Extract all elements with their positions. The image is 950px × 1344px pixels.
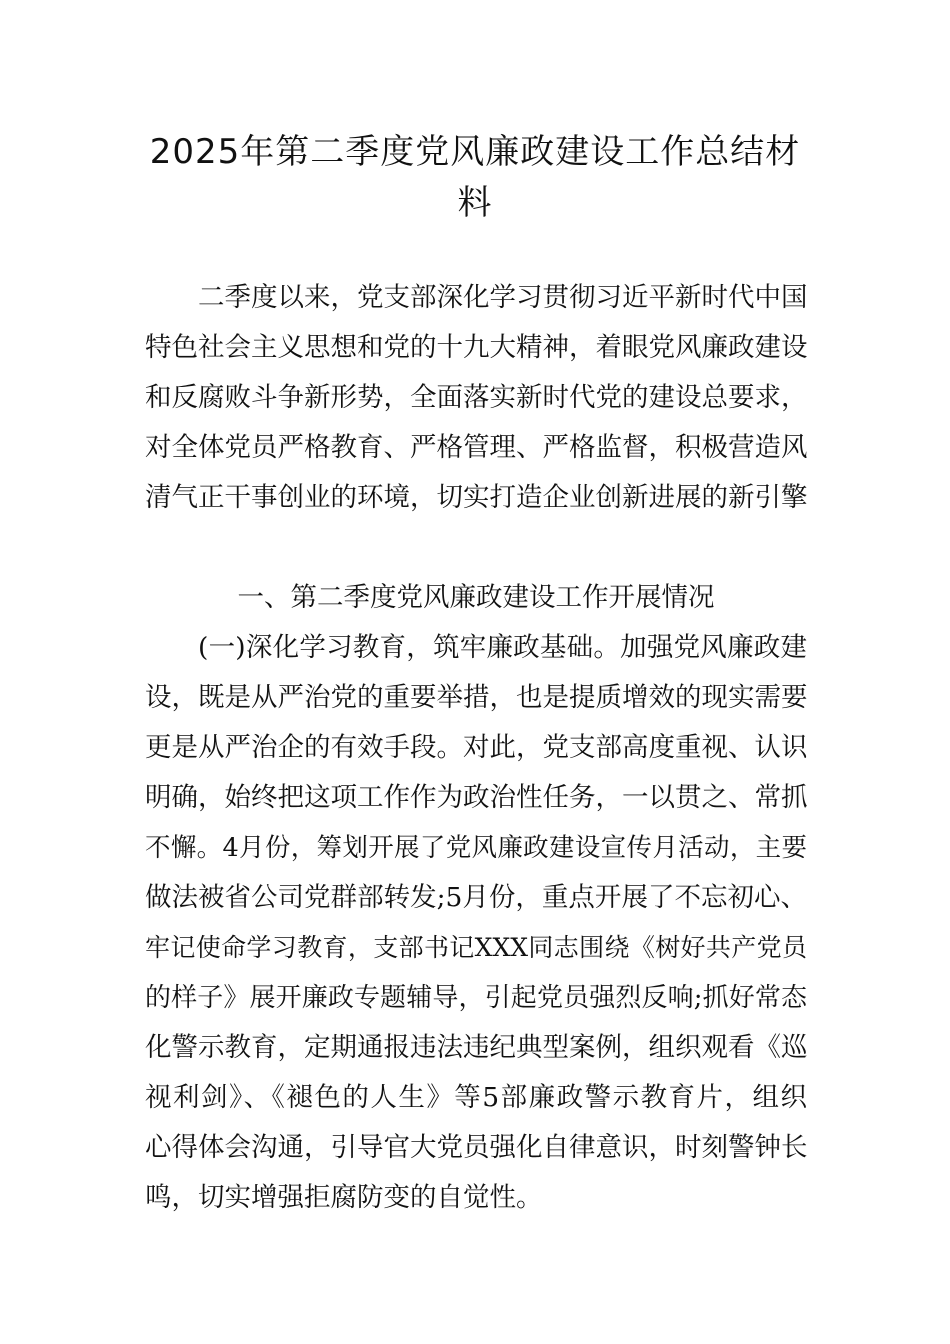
intro-paragraph-line: 和反腐败斗争新形势，全面落实新时代党的建设总要求， bbox=[145, 382, 807, 413]
section-paragraph-line: 更是从严治企的有效手段。对此，党支部高度重视、认识 bbox=[145, 732, 807, 763]
document-title-line-1: 2025年第二季度党风廉政建设工作总结材 bbox=[149, 132, 801, 172]
section-paragraph-line: 视利剑》、《褪色的人生》等5部廉政警示教育片，组织 bbox=[145, 1082, 807, 1113]
section-paragraph-line: 牢记使命学习教育，支部书记XXX同志围绕《树好共产党员 bbox=[145, 933, 807, 962]
intro-paragraph-line: 特色社会主义思想和党的十九大精神，着眼党风廉政建设 bbox=[145, 332, 807, 363]
section-paragraph-line: 心得体会沟通，引导官大党员强化自律意识，时刻警钟长 bbox=[145, 1132, 807, 1163]
section-paragraph-line: 的样子》展开廉政专题辅导，引起党员强烈反响;抓好常态 bbox=[145, 983, 807, 1013]
section-paragraph-line: 明确，始终把这项工作作为政治性任务，一以贯之、常抓 bbox=[145, 782, 807, 813]
section-paragraph-line: 不懈。4月份，筹划开展了党风廉政建设宣传月活动，主要 bbox=[145, 833, 807, 863]
section-paragraph-line: 化警示教育，定期通报违法违纪典型案例，组织观看《巡 bbox=[145, 1032, 807, 1063]
section-heading: 一、第二季度党风廉政建设工作开展情况 bbox=[237, 582, 715, 613]
section-paragraph-line: 做法被省公司党群部转发;5月份，重点开展了不忘初心、 bbox=[145, 882, 807, 913]
section-paragraph-line: (一)深化学习教育，筑牢廉政基础。加强党风廉政建 bbox=[198, 632, 807, 663]
intro-paragraph-line: 二季度以来，党支部深化学习贯彻习近平新时代中国 bbox=[198, 282, 807, 313]
intro-paragraph-line: 对全体党员严格教育、严格管理、严格监督，积极营造风 bbox=[145, 432, 807, 463]
section-paragraph-line: 设，既是从严治党的重要举措，也是提质增效的现实需要 bbox=[145, 682, 807, 713]
section-paragraph-line: 鸣，切实增强拒腐防变的自觉性。 bbox=[145, 1182, 543, 1213]
document-title-line-2: 料 bbox=[457, 183, 493, 223]
intro-paragraph-line: 清气正干事创业的环境，切实打造企业创新进展的新引擎 bbox=[145, 482, 807, 513]
